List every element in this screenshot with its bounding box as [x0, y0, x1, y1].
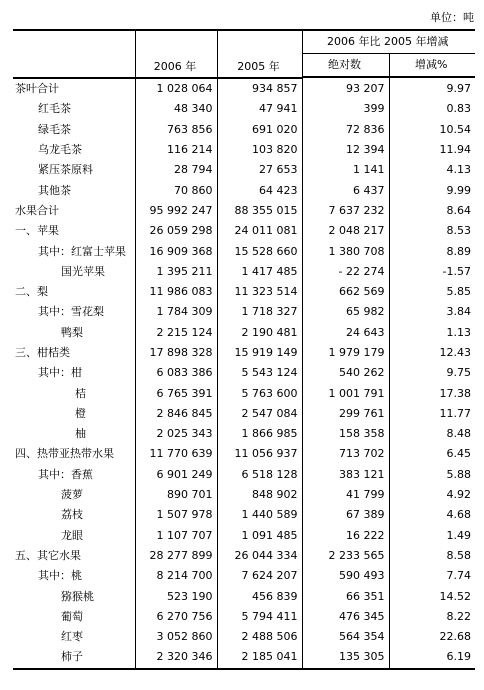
cell-2005: 7 624 207: [217, 566, 302, 586]
cell-2006: 70 860: [135, 180, 217, 200]
cell-percent: 9.97: [389, 78, 475, 99]
row-label: 葡萄: [61, 609, 83, 623]
production-table: [13, 29, 475, 670]
cell-absolute: 1 001 791: [302, 383, 389, 403]
cell-2005: 934 857: [217, 78, 302, 99]
table-row: [13, 343, 475, 363]
cell-2005: 5 543 124: [217, 363, 302, 383]
table-row: [13, 241, 475, 261]
row-label: 其中：雪花梨: [38, 305, 104, 319]
table-row: [13, 586, 475, 606]
cell-percent: 12.43: [389, 343, 475, 363]
table-row: [13, 546, 475, 566]
cell-2005: 1 091 485: [217, 526, 302, 546]
cell-2006: 763 856: [135, 120, 217, 140]
cell-absolute: 713 702: [302, 444, 389, 464]
cell-percent: 1.13: [389, 323, 475, 343]
cell-2006: 1 507 978: [135, 505, 217, 525]
cell-2005: 103 820: [217, 140, 302, 160]
cell-2005: 24 011 081: [217, 221, 302, 241]
cell-2006: 26 059 298: [135, 221, 217, 241]
table-row: [13, 99, 475, 119]
cell-2005: 15 528 660: [217, 241, 302, 261]
cell-2005: 5 794 411: [217, 607, 302, 627]
cell-percent: 8.64: [389, 201, 475, 221]
cell-percent: 17.38: [389, 383, 475, 403]
cell-2006: 6 901 249: [135, 465, 217, 485]
cell-percent: 6.45: [389, 444, 475, 464]
cell-2006: 95 992 247: [135, 201, 217, 221]
row-label: 二、梨: [15, 285, 48, 299]
cell-2006: 28 794: [135, 160, 217, 180]
cell-2006: 2 846 845: [135, 404, 217, 424]
cell-absolute: 2 233 565: [302, 546, 389, 566]
cell-2005: 1 417 485: [217, 262, 302, 282]
cell-2005: 1 440 589: [217, 505, 302, 525]
cell-absolute: 6 437: [302, 180, 389, 200]
row-label: 茶叶合计: [15, 82, 59, 96]
cell-absolute: 1 979 179: [302, 343, 389, 363]
cell-2005: 11 056 937: [217, 444, 302, 464]
row-label: 柚: [75, 427, 86, 441]
cell-2006: 17 898 328: [135, 343, 217, 363]
table-row: [13, 505, 475, 525]
cell-absolute: 476 345: [302, 607, 389, 627]
table-row: [13, 302, 475, 322]
unit-label: 单位：吨: [430, 11, 474, 24]
cell-absolute: 158 358: [302, 424, 389, 444]
cell-2005: 15 919 149: [217, 343, 302, 363]
row-label: 红枣: [61, 630, 83, 644]
header-2006: 2006 年: [135, 30, 217, 77]
cell-percent: 8.53: [389, 221, 475, 241]
cell-2006: 11 986 083: [135, 282, 217, 302]
row-label: 国光苹果: [61, 264, 105, 278]
header-percent: 增减%: [389, 54, 475, 78]
cell-percent: 5.88: [389, 465, 475, 485]
row-label: 菠萝: [61, 488, 83, 502]
cell-absolute: 24 643: [302, 323, 389, 343]
cell-percent: 6.19: [389, 647, 475, 668]
cell-2006: 523 190: [135, 586, 217, 606]
cell-percent: 10.54: [389, 120, 475, 140]
cell-2006: 16 909 368: [135, 241, 217, 261]
cell-2006: 1 107 707: [135, 526, 217, 546]
row-label: 橙: [75, 406, 86, 420]
header-2005: 2005 年: [217, 30, 302, 77]
row-label: 其中：桃: [38, 569, 82, 583]
cell-2005: 27 653: [217, 160, 302, 180]
table-row: [13, 424, 475, 444]
row-label: 桔: [75, 386, 86, 400]
cell-absolute: 135 305: [302, 647, 389, 668]
cell-2005: 11 323 514: [217, 282, 302, 302]
cell-absolute: 7 637 232: [302, 201, 389, 221]
cell-absolute: 41 799: [302, 485, 389, 505]
cell-percent: 14.52: [389, 586, 475, 606]
cell-2005: 26 044 334: [217, 546, 302, 566]
table-row: [13, 282, 475, 302]
cell-2006: 6 765 391: [135, 383, 217, 403]
table-row: [13, 383, 475, 403]
row-label: 紧压茶原料: [38, 163, 93, 177]
table-row: [13, 465, 475, 485]
cell-percent: 9.99: [389, 180, 475, 200]
cell-absolute: 590 493: [302, 566, 389, 586]
row-label: 猕猴桃: [61, 589, 94, 603]
cell-2006: 2 025 343: [135, 424, 217, 444]
table-row: [13, 627, 475, 647]
cell-absolute: 2 048 217: [302, 221, 389, 241]
cell-absolute: 65 982: [302, 302, 389, 322]
cell-absolute: 66 351: [302, 586, 389, 606]
cell-2005: 64 423: [217, 180, 302, 200]
cell-percent: 4.92: [389, 485, 475, 505]
row-label: 乌龙毛茶: [38, 143, 82, 157]
cell-2006: 890 701: [135, 485, 217, 505]
cell-2006: 3 052 860: [135, 627, 217, 647]
cell-percent: 5.85: [389, 282, 475, 302]
table-row: [13, 526, 475, 546]
cell-absolute: 1 380 708: [302, 241, 389, 261]
table-row: [13, 221, 475, 241]
table-row: [13, 404, 475, 424]
cell-percent: 4.13: [389, 160, 475, 180]
cell-2005: 456 839: [217, 586, 302, 606]
cell-2005: 1 866 985: [217, 424, 302, 444]
cell-2006: 1 028 064: [135, 78, 217, 99]
row-label: 红毛茶: [38, 102, 71, 116]
cell-percent: 0.83: [389, 99, 475, 119]
cell-percent: 4.68: [389, 505, 475, 525]
table-row: [13, 160, 475, 180]
table-row: [13, 262, 475, 282]
cell-percent: 7.74: [389, 566, 475, 586]
row-label: 五、其它水果: [15, 548, 81, 562]
table-row: [13, 201, 475, 221]
cell-percent: 8.48: [389, 424, 475, 444]
cell-percent: 11.94: [389, 140, 475, 160]
cell-2006: 6 270 756: [135, 607, 217, 627]
cell-percent: 11.77: [389, 404, 475, 424]
cell-2006: 1 395 211: [135, 262, 217, 282]
cell-2005: 2 185 041: [217, 647, 302, 668]
cell-absolute: 72 836: [302, 120, 389, 140]
cell-absolute: 12 394: [302, 140, 389, 160]
cell-2005: 47 941: [217, 99, 302, 119]
cell-2006: 28 277 899: [135, 546, 217, 566]
cell-absolute: 540 262: [302, 363, 389, 383]
table-row: [13, 78, 475, 99]
row-label: 其中：红富士苹果: [38, 244, 126, 258]
cell-2006: 2 320 346: [135, 647, 217, 668]
cell-2005: 2 488 506: [217, 627, 302, 647]
cell-percent: 8.22: [389, 607, 475, 627]
table-row: [13, 120, 475, 140]
cell-2005: 5 763 600: [217, 383, 302, 403]
cell-2006: 116 214: [135, 140, 217, 160]
cell-2006: 6 083 386: [135, 363, 217, 383]
cell-absolute: 16 222: [302, 526, 389, 546]
cell-percent: 22.68: [389, 627, 475, 647]
header-change-group: 2006 年比 2005 年增减: [302, 30, 475, 54]
row-label: 荔枝: [61, 508, 83, 522]
table-row: [13, 363, 475, 383]
row-label: 绿毛茶: [38, 122, 71, 136]
table-row: [13, 566, 475, 586]
table-row: [13, 140, 475, 160]
cell-absolute: 299 761: [302, 404, 389, 424]
row-label: 柿子: [13, 647, 135, 668]
row-label: 其中：香蕉: [38, 467, 93, 481]
cell-2006: 2 215 124: [135, 323, 217, 343]
cell-absolute: 67 389: [302, 505, 389, 525]
cell-2006: 1 784 309: [135, 302, 217, 322]
table-row: [13, 444, 475, 464]
row-label: 三、柑桔类: [15, 346, 70, 359]
cell-percent: 3.84: [389, 302, 475, 322]
cell-percent: 8.89: [389, 241, 475, 261]
cell-absolute: 383 121: [302, 465, 389, 485]
row-label: 一、苹果: [15, 224, 59, 238]
cell-2006: 11 770 639: [135, 444, 217, 464]
row-label: 其他茶: [38, 183, 71, 197]
cell-absolute: 93 207: [302, 78, 389, 99]
row-label: 其中：柑: [38, 366, 82, 380]
row-label: 水果合计: [15, 203, 59, 217]
cell-percent: 9.75: [389, 363, 475, 383]
table-row: [13, 647, 475, 668]
cell-2006: 8 214 700: [135, 566, 217, 586]
cell-2005: 848 902: [217, 485, 302, 505]
cell-2005: 2 190 481: [217, 323, 302, 343]
header-absolute: 绝对数: [302, 54, 389, 78]
cell-2006: 48 340: [135, 99, 217, 119]
cell-2005: 6 518 128: [217, 465, 302, 485]
cell-absolute: 564 354: [302, 627, 389, 647]
table-row: [13, 180, 475, 200]
stub-header: [13, 30, 135, 77]
cell-absolute: 662 569: [302, 282, 389, 302]
cell-percent: 1.49: [389, 526, 475, 546]
cell-absolute: - 22 274: [302, 262, 389, 282]
cell-absolute: 1 141: [302, 160, 389, 180]
table-row: [13, 485, 475, 505]
table-row: [13, 607, 475, 627]
cell-absolute: 399: [302, 99, 389, 119]
row-label: 鸭梨: [61, 325, 83, 339]
cell-percent: 8.58: [389, 546, 475, 566]
cell-2005: 2 547 084: [217, 404, 302, 424]
cell-2005: 1 718 327: [217, 302, 302, 322]
table-row: [13, 323, 475, 343]
cell-2005: 691 020: [217, 120, 302, 140]
cell-percent: -1.57: [389, 262, 475, 282]
cell-2005: 88 355 015: [217, 201, 302, 221]
row-label: 四、热带亚热带水果: [15, 447, 114, 461]
row-label: 龙眼: [61, 528, 83, 542]
